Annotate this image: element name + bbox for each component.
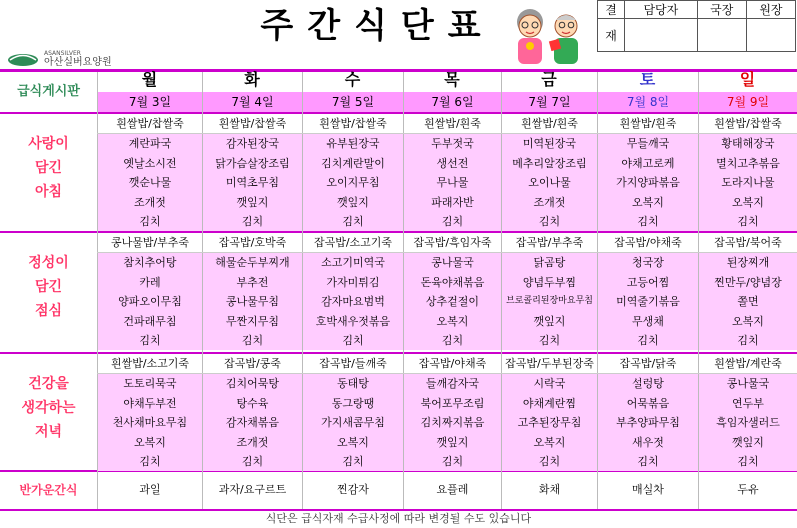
breakfast-dish-cell: 두부젓국 bbox=[431, 137, 474, 151]
dinner-dish-cell: 흑임자샐러드 bbox=[716, 416, 780, 430]
dinner-dish-cell: 김치 bbox=[342, 455, 364, 468]
breakfast-dish-cell: 계란파국 bbox=[128, 137, 172, 151]
facility-logo-icon bbox=[6, 51, 40, 67]
lunch-dish-cell: 닭곰탕 bbox=[533, 256, 566, 270]
dinner-rice-cell: 흰쌀밥/소고기죽 bbox=[98, 354, 202, 373]
date-1: 7월 4일 bbox=[203, 92, 302, 112]
dinner-dish-cell: 설렁탕 bbox=[632, 377, 664, 391]
snack-label: 반가운간식 bbox=[19, 483, 78, 497]
date-4: 7월 7일 bbox=[502, 92, 597, 112]
dinner-dish-cell: 가지새콤무침 bbox=[321, 416, 385, 430]
breakfast-dish-cell: 오복지 bbox=[632, 195, 664, 209]
lunch-dish-cell: 돈육야채볶음 bbox=[420, 275, 485, 289]
lunch-dish-cell: 양념두부찜 bbox=[522, 275, 577, 289]
snack-cell: 과일 bbox=[139, 483, 161, 496]
lunch-dish-cell: 콩나물국 bbox=[431, 256, 474, 270]
breakfast-rice-cell: 흰쌀밥/찹쌀죽 bbox=[303, 114, 403, 133]
breakfast-rice-cell: 흰쌀밥/흰죽 bbox=[598, 114, 698, 133]
lunch-dish-cell: 찐만두/양념장 bbox=[714, 275, 782, 289]
lunch-dish-cell: 오복지 bbox=[732, 314, 764, 328]
page-title: 주간식단표 bbox=[260, 6, 495, 46]
dinner-dish-cell: 야채두부전 bbox=[123, 396, 177, 410]
logo-small-text: ASANSILVER bbox=[44, 50, 81, 57]
lunch-dish-cell: 고등어찜 bbox=[626, 275, 670, 289]
breakfast-dish-cell: 깻순나물 bbox=[128, 176, 172, 190]
snack-cell: 찐감자 bbox=[337, 483, 369, 496]
dinner-label-line: 생각하는 bbox=[21, 400, 76, 416]
breakfast-dish-cell: 도라지나물 bbox=[721, 176, 775, 190]
lunch-dish-cell: 감자마요범벅 bbox=[321, 295, 385, 309]
approval-sign-director bbox=[697, 19, 746, 52]
dinner-dish-cell: 새우젓 bbox=[632, 435, 664, 449]
breakfast-dish-cell: 김치 bbox=[139, 215, 161, 228]
breakfast-dish-cell: 김치 bbox=[441, 215, 464, 228]
breakfast-dish-cell: 깻잎지 bbox=[337, 195, 369, 209]
dinner-dish-cell: 감자채볶음 bbox=[225, 416, 280, 430]
lunch-dish-cell: 김치 bbox=[737, 334, 759, 347]
lunch-label-line: 정성이 bbox=[28, 255, 69, 271]
dinner-dish-cell: 김치 bbox=[637, 455, 659, 468]
day-name-2: 수 bbox=[344, 70, 361, 89]
lunch-dish-cell: 콩나물무침 bbox=[225, 295, 280, 309]
breakfast-dish-cell: 가지양파볶음 bbox=[616, 176, 680, 190]
day-name-6: 일 bbox=[739, 70, 756, 89]
lunch-dish-cell: 소고기미역국 bbox=[321, 256, 385, 270]
lunch-dish-cell: 김치 bbox=[441, 334, 464, 347]
dinner-rice-cell: 잡곡밥/들깨죽 bbox=[303, 354, 403, 373]
logo-name: 아산실버요양원 bbox=[44, 57, 112, 68]
breakfast-dish-cell: 옛날소시전 bbox=[123, 156, 177, 170]
lunch-dish-cell: 브로콜리된장마요무침 bbox=[506, 296, 593, 307]
breakfast-label-line: 담긴 bbox=[34, 160, 63, 176]
day-name-3: 목 bbox=[444, 70, 460, 89]
lunch-dish-cell: 오복지 bbox=[436, 314, 469, 328]
breakfast-dish-cell: 오이나물 bbox=[528, 176, 571, 190]
dinner-dish-cell: 동태탕 bbox=[337, 377, 369, 391]
dinner-dish-cell: 천사채마요무침 bbox=[112, 416, 188, 430]
date-5: 7월 8일 bbox=[598, 92, 698, 112]
dinner-dish-cell: 들깨감자국 bbox=[425, 377, 480, 391]
lunch-dish-cell: 미역줄기볶음 bbox=[616, 295, 680, 309]
lunch-rice-cell: 잡곡밥/호박죽 bbox=[203, 233, 302, 252]
dinner-dish-cell: 김치 bbox=[737, 455, 759, 468]
dinner-dish-cell: 김치 bbox=[538, 455, 561, 468]
lunch-dish-cell: 쫄면 bbox=[737, 295, 759, 309]
breakfast-dish-cell: 무나물 bbox=[436, 176, 469, 190]
breakfast-dish-cell: 김치 bbox=[342, 215, 364, 228]
dinner-rice-cell: 잡곡밥/콩죽 bbox=[203, 354, 302, 373]
dinner-dish-cell: 도토리묵국 bbox=[123, 377, 177, 391]
breakfast-dish-cell: 멸치고추볶음 bbox=[716, 156, 780, 170]
dinner-dish-cell: 야채계란찜 bbox=[522, 396, 577, 410]
breakfast-dish-cell: 유부된장국 bbox=[326, 137, 380, 151]
dinner-dish-cell: 김치어묵탕 bbox=[225, 377, 280, 391]
lunch-dish-cell: 김치 bbox=[139, 334, 161, 347]
day-name-0: 월 bbox=[141, 70, 158, 89]
breakfast-rice-cell: 흰쌀밥/흰죽 bbox=[502, 114, 597, 133]
breakfast-dish-cell: 파래자반 bbox=[431, 195, 474, 209]
lunch-dish-cell: 해물순두부찌개 bbox=[215, 256, 290, 270]
lunch-label-line: 점심 bbox=[34, 303, 63, 319]
breakfast-dish-cell: 조개젓 bbox=[533, 195, 566, 209]
breakfast-label-line: 사랑이 bbox=[28, 136, 69, 152]
breakfast-dish-cell: 오복지 bbox=[732, 195, 764, 209]
dinner-rice-cell: 흰쌀밥/계란죽 bbox=[699, 354, 797, 373]
dinner-dish-cell: 동그랑땡 bbox=[331, 396, 375, 410]
breakfast-dish-cell: 닭가슴살장조림 bbox=[215, 156, 290, 170]
dinner-dish-cell: 북어포무조림 bbox=[420, 396, 485, 410]
lunch-label-line: 담긴 bbox=[34, 279, 63, 295]
dinner-dish-cell: 깻잎지 bbox=[436, 435, 469, 449]
day-name-4: 금 bbox=[541, 70, 557, 89]
lunch-dish-cell: 김치 bbox=[637, 334, 659, 347]
breakfast-rice-cell: 흰쌀밥/찹쌀죽 bbox=[203, 114, 302, 133]
section-divider bbox=[0, 509, 797, 511]
dinner-dish-cell: 어묵볶음 bbox=[626, 396, 670, 410]
dinner-rice-cell: 잡곡밥/야채죽 bbox=[404, 354, 501, 373]
dinner-dish-cell: 부추양파무침 bbox=[616, 416, 680, 430]
date-2: 7월 5일 bbox=[303, 92, 403, 112]
dinner-dish-cell: 김치 bbox=[139, 455, 161, 468]
breakfast-rice-cell: 흰쌀밥/찹쌀죽 bbox=[699, 114, 797, 133]
dinner-dish-cell: 김치짜지볶음 bbox=[420, 416, 485, 430]
lunch-rice-cell: 잡곡밥/야채죽 bbox=[598, 233, 698, 252]
lunch-dish-cell: 김치 bbox=[241, 334, 264, 347]
breakfast-dish-cell: 감자된장국 bbox=[225, 137, 280, 151]
lunch-dish-cell: 가자미튀김 bbox=[326, 275, 380, 289]
dinner-dish-cell: 콩나물국 bbox=[726, 377, 770, 391]
breakfast-dish-cell: 황태해장국 bbox=[721, 137, 775, 151]
lunch-dish-cell: 된장찌개 bbox=[726, 256, 770, 270]
day-name-1: 화 bbox=[244, 70, 260, 89]
dinner-label-line: 저녁 bbox=[34, 424, 63, 440]
lunch-rice-cell: 잡곡밥/북어죽 bbox=[699, 233, 797, 252]
breakfast-dish-cell: 미역된장국 bbox=[522, 137, 577, 151]
dinner-dish-cell: 시락국 bbox=[533, 377, 566, 391]
breakfast-dish-cell: 미역초무침 bbox=[225, 176, 280, 190]
breakfast-dish-cell: 김치 bbox=[637, 215, 659, 228]
lunch-dish-cell: 호박새우젓볶음 bbox=[315, 314, 391, 328]
breakfast-dish-cell: 생선전 bbox=[436, 156, 469, 170]
lunch-dish-cell: 김치 bbox=[342, 334, 364, 347]
breakfast-dish-cell: 야채고로케 bbox=[621, 156, 675, 170]
lunch-rice-cell: 잡곡밥/소고기죽 bbox=[303, 233, 403, 252]
lunch-dish-cell: 카레 bbox=[139, 275, 161, 289]
lunch-dish-cell: 깻잎지 bbox=[533, 314, 566, 328]
breakfast-dish-cell: 무들깨국 bbox=[626, 137, 670, 151]
approval-header-manager: 담당자 bbox=[625, 1, 698, 19]
approval-header-director: 국장 bbox=[697, 1, 746, 19]
breakfast-dish-cell: 김치 bbox=[241, 215, 264, 228]
lunch-rice-cell: 잡곡밥/부추죽 bbox=[502, 233, 597, 252]
snack-cell: 과자/요구르트 bbox=[218, 483, 287, 496]
grandparents-illustration bbox=[506, 2, 592, 68]
snack-cell: 두유 bbox=[737, 483, 759, 496]
snack-cell: 화채 bbox=[538, 483, 561, 496]
approval-header-chief: 원장 bbox=[746, 1, 795, 19]
footnote: 식단은 급식자재 수급사정에 따라 변경될 수도 있습니다 bbox=[265, 512, 532, 525]
approval-sign-chief bbox=[746, 19, 795, 52]
dinner-dish-cell: 오복지 bbox=[134, 435, 166, 449]
breakfast-dish-cell: 김치 bbox=[737, 215, 759, 228]
breakfast-rice-cell: 흰쌀밥/찹쌀죽 bbox=[98, 114, 202, 133]
breakfast-rice-cell: 흰쌀밥/흰죽 bbox=[404, 114, 501, 133]
lunch-dish-cell: 양파오이무침 bbox=[118, 295, 182, 309]
date-3: 7월 6일 bbox=[404, 92, 501, 112]
approval-side-bottom: 재 bbox=[598, 19, 625, 52]
dinner-dish-cell: 김치 bbox=[441, 455, 464, 468]
lunch-dish-cell: 상추겉절이 bbox=[425, 295, 480, 309]
dinner-label-line: 건강을 bbox=[28, 376, 69, 392]
lunch-dish-cell: 무생채 bbox=[632, 314, 664, 328]
header-label: 급식게시판 bbox=[17, 84, 80, 99]
breakfast-dish-cell: 메추리알장조림 bbox=[512, 156, 587, 170]
dinner-rice-cell: 잡곡밥/닭죽 bbox=[598, 354, 698, 373]
breakfast-dish-cell: 조개젓 bbox=[134, 195, 166, 209]
dinner-dish-cell: 오복지 bbox=[533, 435, 566, 449]
dinner-dish-cell: 조개젓 bbox=[236, 435, 269, 449]
lunch-dish-cell: 건파래무침 bbox=[123, 314, 177, 328]
breakfast-dish-cell: 김치계란말이 bbox=[321, 156, 385, 170]
lunch-dish-cell: 부추전 bbox=[236, 275, 269, 289]
dinner-dish-cell: 탕수육 bbox=[236, 396, 269, 410]
snack-cell: 요플레 bbox=[436, 483, 469, 496]
snack-cell: 매실차 bbox=[632, 483, 664, 496]
breakfast-dish-cell: 오이지무침 bbox=[326, 176, 380, 190]
approval-side-top: 결 bbox=[598, 1, 625, 19]
dinner-dish-cell: 깻잎지 bbox=[732, 435, 764, 449]
dinner-dish-cell: 연두부 bbox=[732, 396, 764, 410]
approval-table bbox=[597, 0, 796, 52]
lunch-rice-cell: 잡곡밥/흑임자죽 bbox=[404, 233, 501, 252]
date-6: 7월 9일 bbox=[699, 92, 797, 112]
approval-sign-manager bbox=[625, 19, 698, 52]
lunch-dish-cell: 참치추어탕 bbox=[123, 256, 177, 270]
lunch-dish-cell: 청국장 bbox=[632, 256, 664, 270]
lunch-rice-cell: 콩나물밥/부추죽 bbox=[98, 233, 202, 252]
day-name-5: 토 bbox=[639, 70, 656, 89]
lunch-dish-cell: 김치 bbox=[538, 334, 561, 347]
dinner-dish-cell: 고추된장무침 bbox=[517, 416, 582, 430]
dinner-dish-cell: 오복지 bbox=[337, 435, 369, 449]
breakfast-dish-cell: 김치 bbox=[538, 215, 561, 228]
breakfast-dish-cell: 깻잎지 bbox=[236, 195, 269, 209]
dinner-dish-cell: 김치 bbox=[241, 455, 264, 468]
date-0: 7월 3일 bbox=[98, 92, 202, 112]
breakfast-label-line: 아침 bbox=[34, 184, 63, 200]
lunch-dish-cell: 무짠지무침 bbox=[225, 314, 280, 328]
dinner-rice-cell: 잡곡밥/두부된장죽 bbox=[502, 354, 597, 373]
